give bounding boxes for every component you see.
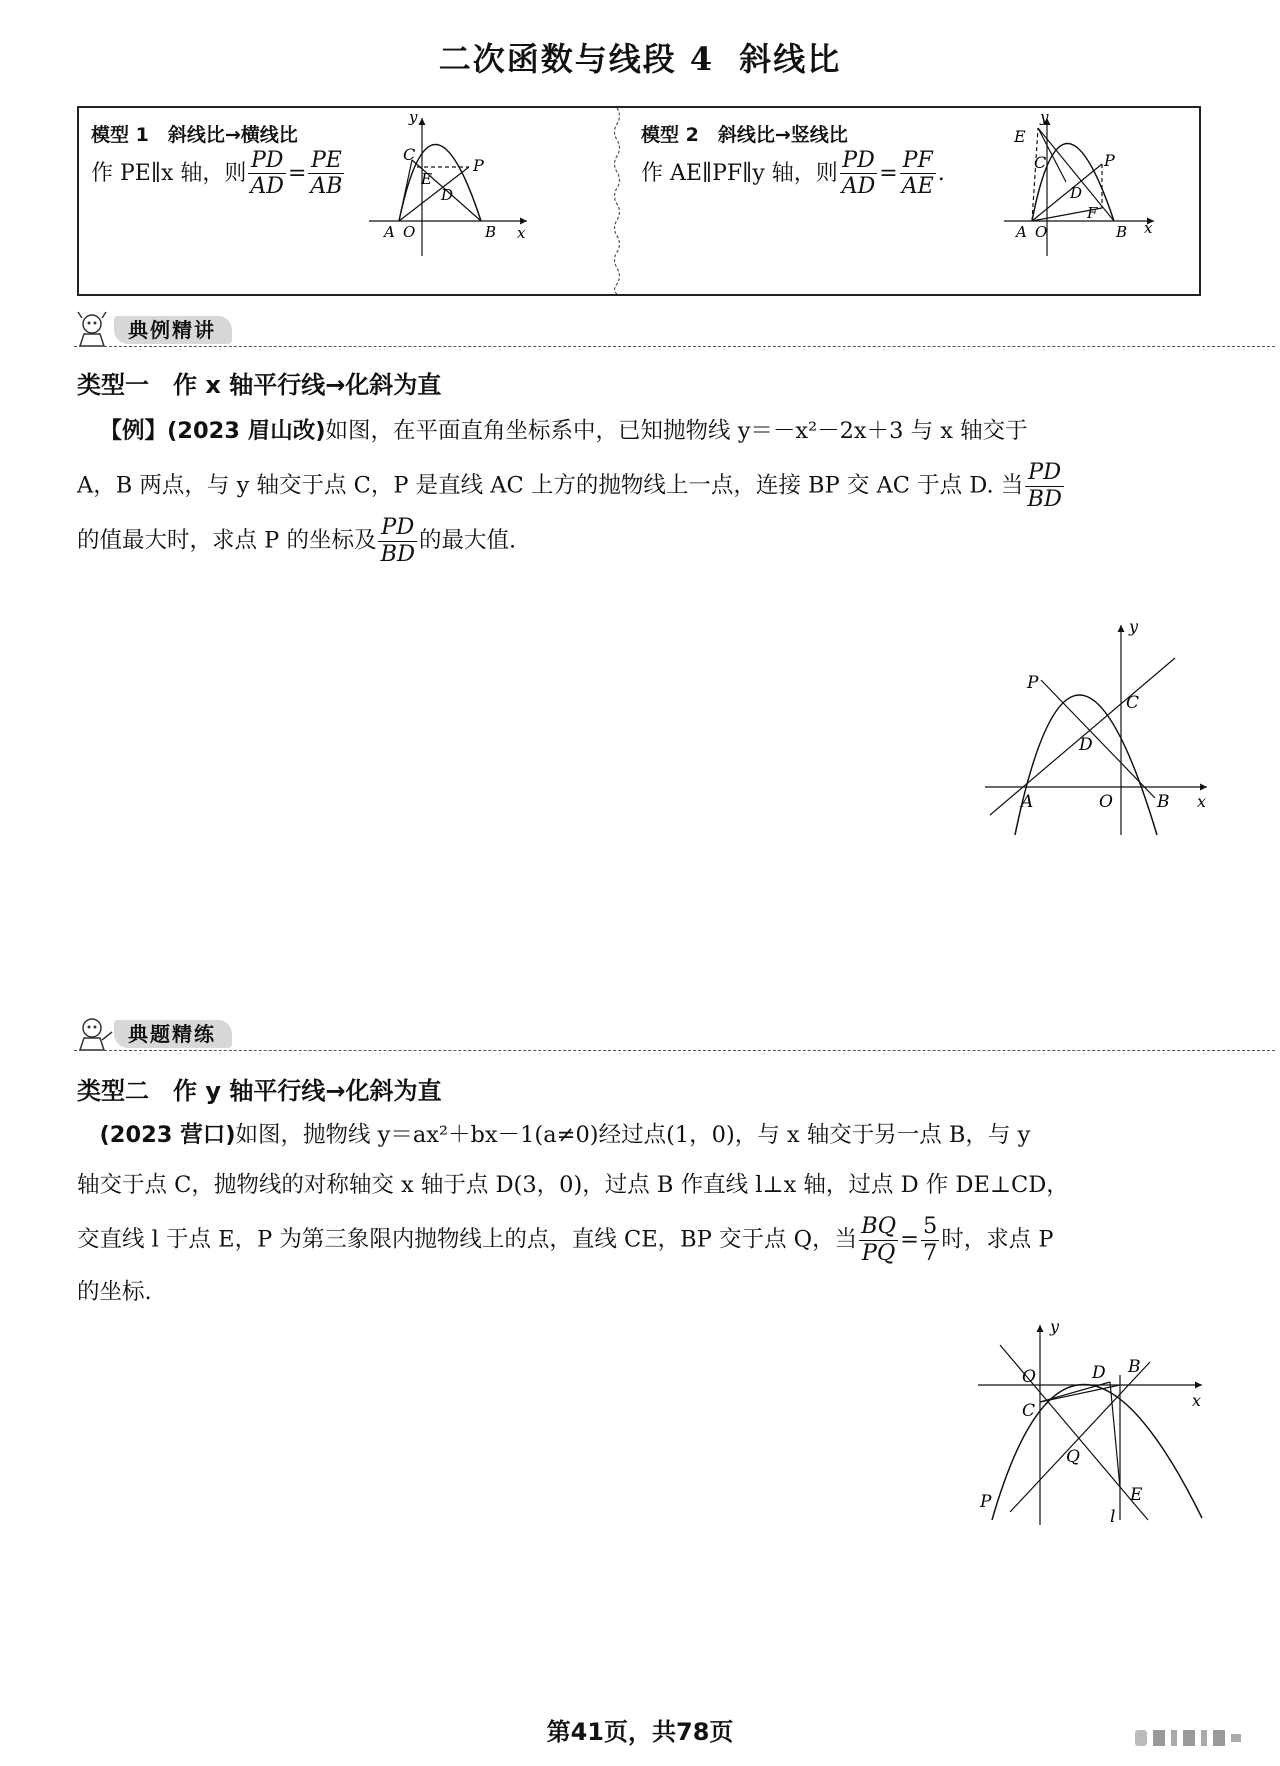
equals-sign: = [287, 160, 307, 186]
mascot-icon [74, 1014, 118, 1054]
label-B: B [485, 223, 497, 241]
mascot-icon [74, 310, 118, 350]
problem-line [77, 1269, 1207, 1315]
fraction-bq-pq [859, 1214, 898, 1267]
practice-figure [970, 1320, 1210, 1530]
label-A: A [1016, 223, 1027, 241]
frac-num: PD [378, 515, 417, 542]
label-A: A [384, 223, 395, 241]
section1-type-heading: 类型一 作 x 轴平行线→化斜为直 [77, 371, 442, 399]
label-P: P [1027, 673, 1039, 693]
problem-text: 的值最大时，求点 P 的坐标及 [77, 527, 377, 554]
frac-den: 7 [922, 1239, 938, 1266]
frac-num: PD [248, 148, 286, 174]
label-O: O [1022, 1367, 1036, 1387]
section2-badge [74, 1012, 274, 1054]
label-x: x [1197, 792, 1207, 811]
problem-line [77, 515, 1207, 568]
badge-divider [74, 346, 1275, 347]
model2-frac1 [840, 148, 878, 200]
frac-num: PF [900, 148, 936, 174]
model1-heading: 模型 1 斜线比→横线比 [91, 124, 298, 146]
period: . [937, 160, 945, 186]
problem-text: 如图，抛物线 y＝ax²＋bx－1(a≠0)经过点(1，0)，与 x 轴交于另一点 B，与 y [235, 1122, 1031, 1148]
label-O: O [1035, 223, 1048, 241]
problem-text: 时，求点 P [941, 1226, 1054, 1253]
problem-line [77, 1112, 1207, 1158]
fraction-pd-bd [1025, 460, 1064, 513]
label-l: l [1110, 1507, 1116, 1527]
label-x: x [517, 224, 526, 242]
equals-sign: = [879, 160, 898, 186]
label-P: P [1104, 151, 1115, 170]
problem-source: (2023 营口) [99, 1122, 236, 1148]
page-title-sub: 斜线比 [739, 40, 842, 78]
label-P: P [980, 1492, 992, 1512]
badge-divider [74, 1050, 1275, 1051]
problem-text: 如图，在平面直角坐标系中，已知抛物线 y＝－x²－2x＋3 与 x 轴交于 [325, 418, 1028, 444]
section1-badge [74, 308, 274, 350]
model-box [77, 106, 1201, 296]
label-A: A [1021, 792, 1034, 812]
model1-figure [369, 108, 549, 258]
badge-label: 典题精练 [114, 1020, 232, 1048]
label-C: C [1034, 153, 1047, 172]
label-C: C [1022, 1401, 1036, 1421]
label-Q: Q [1066, 1447, 1080, 1467]
frac-num: PE [308, 148, 344, 174]
label-D: D [441, 186, 454, 204]
frac-num: PD [1025, 460, 1064, 487]
model1-frac1 [248, 148, 286, 200]
model2-figure [1004, 108, 1184, 258]
problem-text: 的最大值. [419, 527, 517, 554]
label-B: B [1128, 1357, 1141, 1377]
section1-problem [77, 408, 1207, 568]
frac-den: BD [1027, 485, 1062, 512]
wavy-divider [609, 108, 625, 294]
section2-problem [77, 1112, 1207, 1315]
label-y: y [409, 108, 418, 126]
page-title-main: 二次函数与线段 4 [438, 40, 715, 78]
problem-text: 的坐标. [77, 1278, 152, 1305]
problem-text: 交直线 l 于点 E，P 为第三象限内抛物线上的点，直线 CE，BP 交于点 Q，当 [77, 1226, 858, 1253]
frac-den: AE [901, 174, 934, 200]
model1-formula [91, 148, 346, 200]
problem-line [77, 1214, 1207, 1267]
label-y: y [1129, 620, 1139, 636]
label-y: y [1040, 108, 1049, 126]
frac-den: PQ [861, 1239, 896, 1266]
label-O: O [403, 223, 416, 241]
label-O: O [1099, 792, 1113, 812]
model2-formula [641, 148, 945, 200]
model2-heading: 模型 2 斜线比→竖线比 [641, 124, 848, 146]
label-F: F [1087, 204, 1098, 222]
fraction-5-7 [921, 1214, 939, 1267]
frac-den: AD [841, 174, 876, 200]
page-footer: 第41页，共78页 [546, 1718, 734, 1746]
model1-text: 作 PE∥x 轴，则 [91, 160, 247, 186]
fraction-pd-bd [378, 515, 417, 568]
label-y: y [1050, 1320, 1060, 1336]
label-E: E [1014, 127, 1026, 146]
label-B: B [1157, 792, 1170, 812]
label-C: C [403, 145, 416, 164]
example-figure [985, 620, 1215, 840]
model2-frac2 [900, 148, 936, 200]
label-B: B [1116, 223, 1128, 241]
frac-num: BQ [861, 1213, 897, 1239]
model1-frac2 [308, 148, 344, 200]
frac-den: AB [310, 174, 343, 200]
label-E: E [1130, 1485, 1143, 1505]
problem-source: (2023 眉山改) [167, 418, 326, 444]
problem-line [77, 460, 1207, 513]
problem-text: A，B 两点，与 y 轴交于点 C，P 是直线 AC 上方的抛物线上一点，连接 BP 交 AC 于点 D. 当 [77, 472, 1024, 499]
frac-num: 5 [922, 1213, 938, 1239]
section2-type-heading: 类型二 作 y 轴平行线→化斜为直 [77, 1077, 442, 1105]
label-C: C [1126, 693, 1140, 713]
frac-num: PD [840, 148, 878, 174]
frac-den: AD [250, 174, 284, 200]
label-E: E [421, 170, 432, 188]
label-P: P [473, 156, 484, 175]
label-D: D [1092, 1363, 1106, 1383]
example-tag: 【例】 [99, 418, 168, 444]
label-D: D [1079, 735, 1093, 755]
model2-text: 作 AE∥PF∥y 轴，则 [641, 160, 838, 186]
problem-line [77, 408, 1207, 454]
badge-label: 典例精讲 [114, 316, 232, 344]
equals-sign: = [900, 1226, 919, 1253]
problem-line [77, 1162, 1207, 1208]
label-x: x [1192, 1391, 1202, 1410]
label-x: x [1144, 219, 1153, 237]
label-D: D [1070, 184, 1083, 202]
frac-den: BD [380, 540, 416, 567]
scan-watermark [1135, 1726, 1245, 1750]
page-title [0, 34, 1280, 80]
problem-text: 轴交于点 C，抛物线的对称轴交 x 轴于点 D(3，0)，过点 B 作直线 l⊥x 轴，过点 D 作 DE⊥CD， [77, 1172, 1069, 1198]
